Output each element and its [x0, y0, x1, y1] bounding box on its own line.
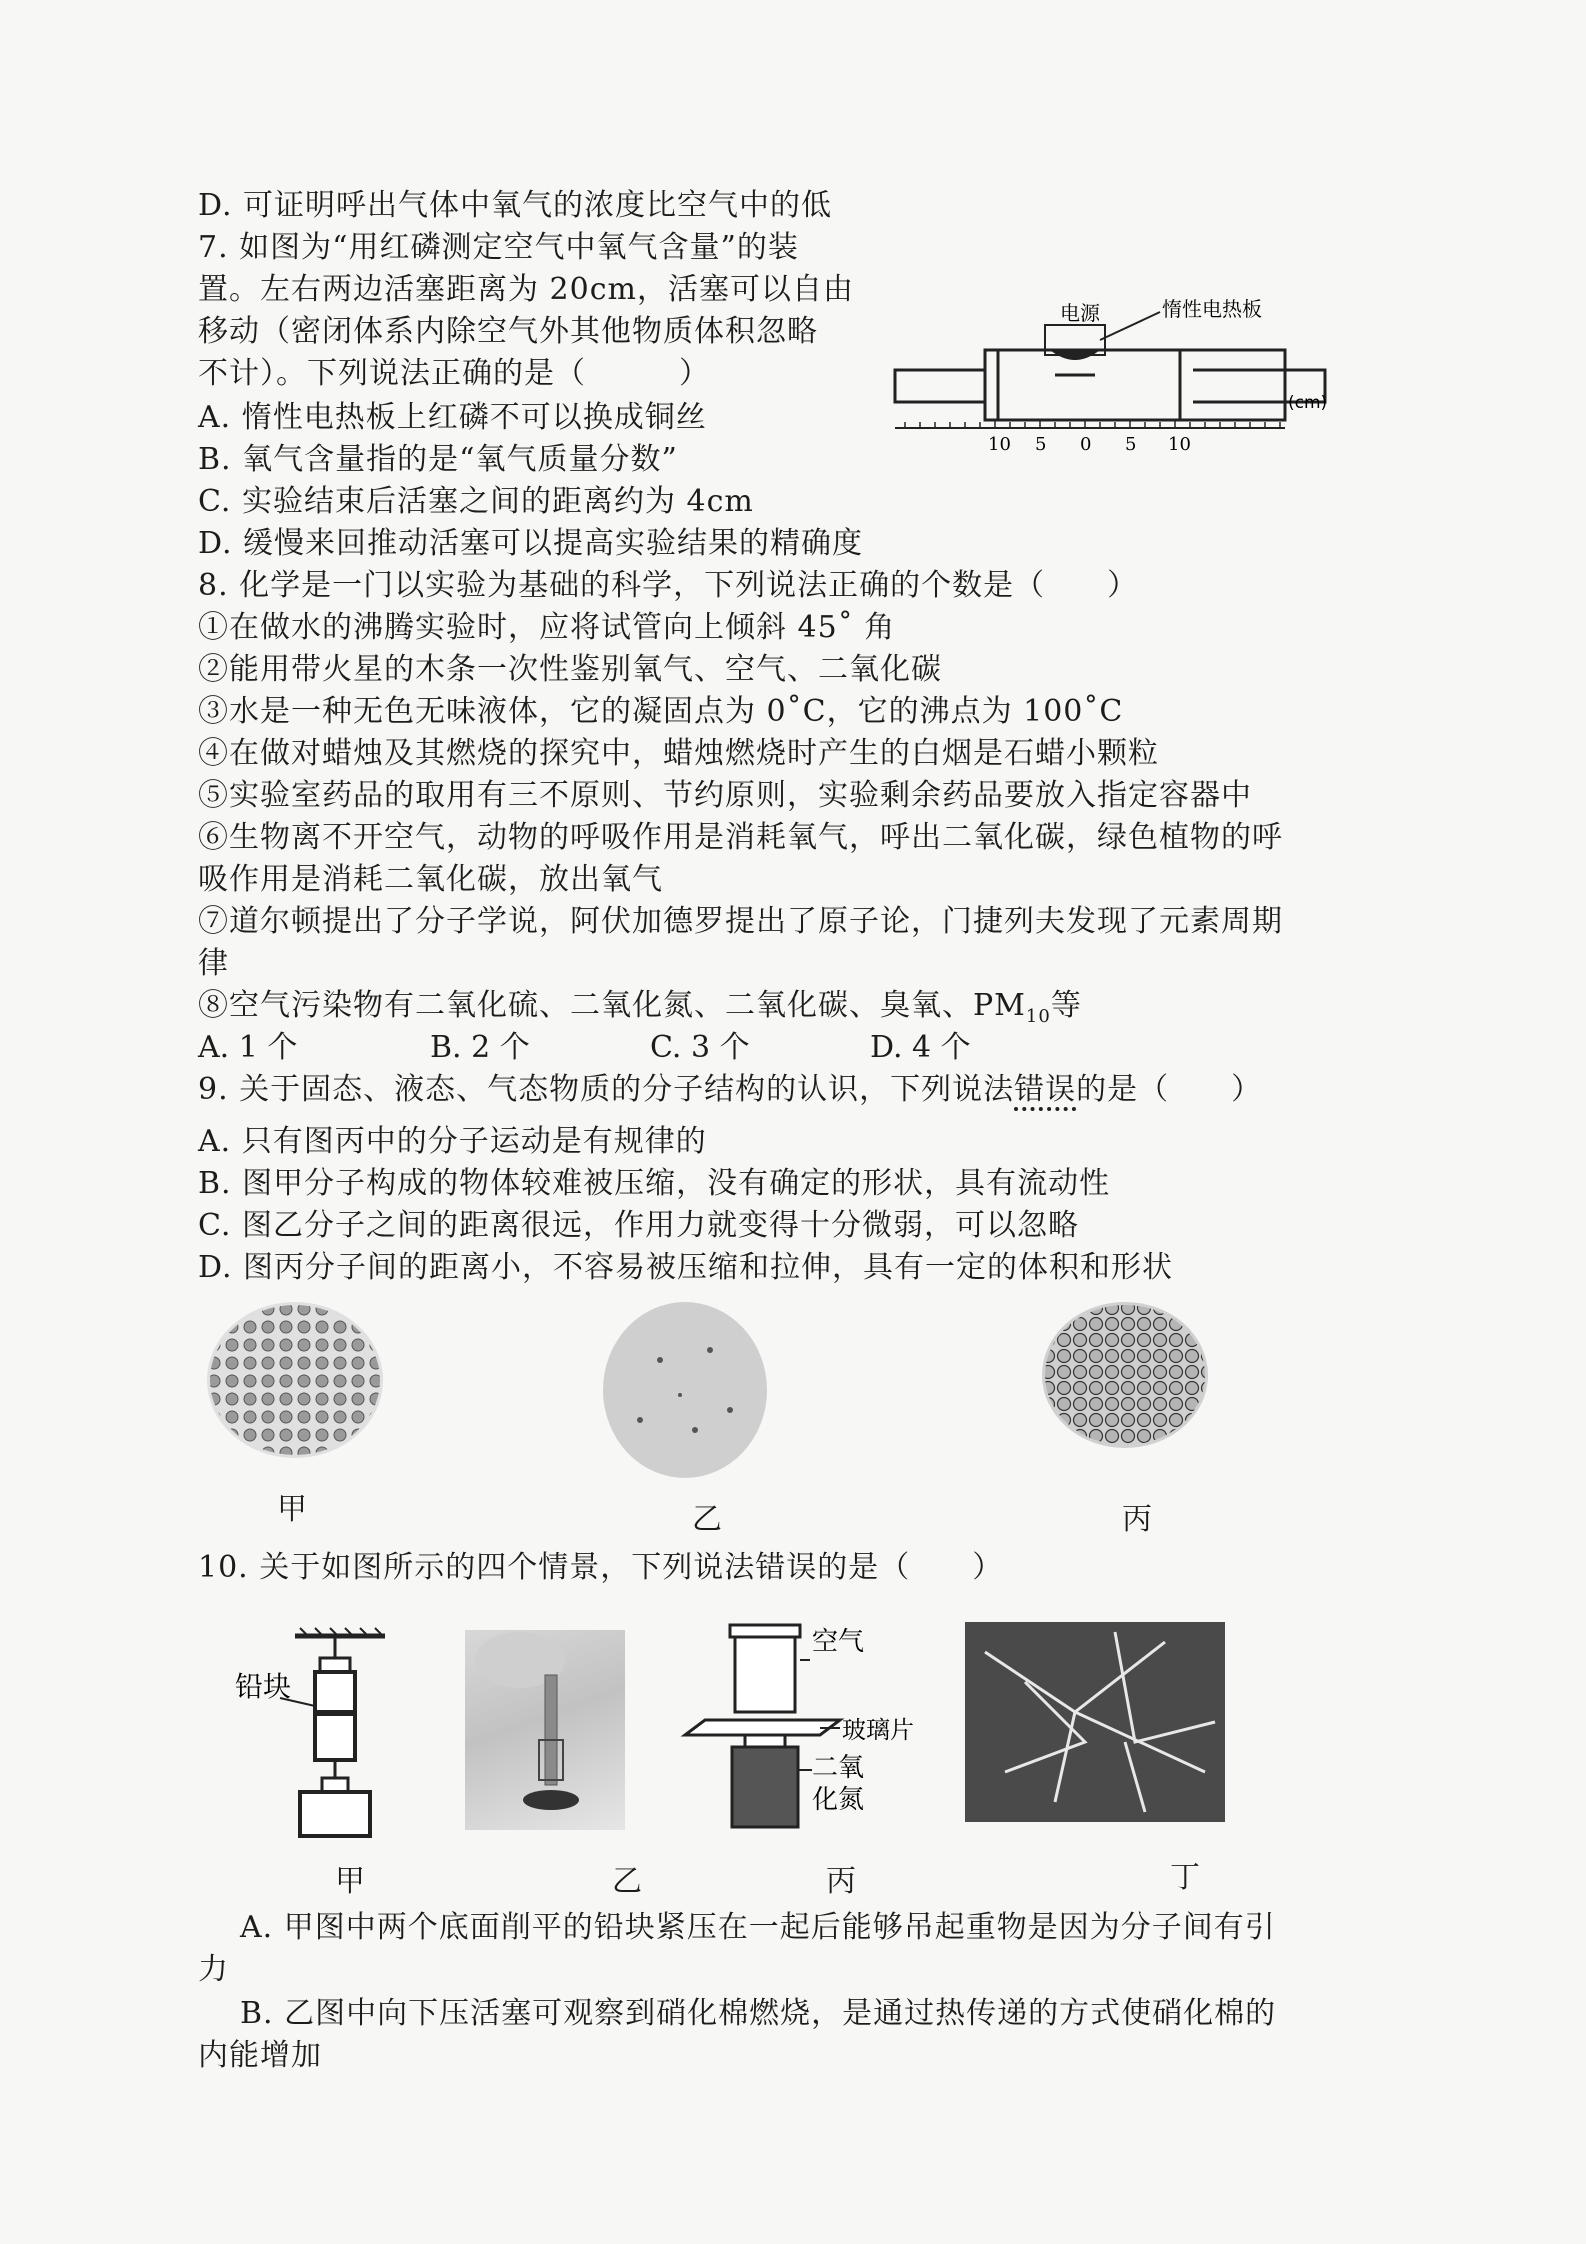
solid-molecules-picture: [205, 1300, 385, 1460]
q7-option-b: B. 氧气含量指的是“氧气质量分数”: [198, 442, 678, 477]
q9-option-d: D. 图丙分子间的距离小，不容易被压缩和拉伸，具有一定的体积和形状: [198, 1250, 1174, 1285]
tick-label: 0: [1080, 434, 1092, 455]
q9-stem-emphasis: 错误: [1014, 1072, 1076, 1111]
liquid-molecules-picture: [1040, 1300, 1210, 1450]
q8-item-4: ④在做对蜡烛及其燃烧的探究中，蜡烛燃烧时产生的白烟是石蜡小颗粒: [198, 736, 1159, 771]
q10-stem: 10. 关于如图所示的四个情景，下列说法错误的是（ ）: [198, 1550, 1004, 1585]
no2-label-1: 二氧: [812, 1753, 865, 1783]
q8-option-c: C. 3 个: [650, 1030, 750, 1065]
lead-blocks-figure: [230, 1628, 390, 1858]
caption-jia-10: 甲: [335, 1864, 365, 1899]
q8-item-3: ③水是一种无色无味液体，它的凝固点为 0˚C，它的沸点为 100˚C: [198, 694, 1124, 729]
q8-item-6-line-2: 吸作用是消耗二氧化碳，放出氧气: [198, 862, 663, 897]
gas-molecules-picture: [600, 1300, 770, 1480]
q8-item-1: ①在做水的沸腾实验时，应将试管向上倾斜 45˚ 角: [198, 610, 896, 645]
q7-option-a: A. 惰性电热板上红磷不可以换成铜丝: [198, 400, 707, 435]
q9-stem-post: 的是（ ）: [1076, 1072, 1263, 1107]
q8-option-d: D. 4 个: [870, 1030, 971, 1065]
q8-item-8-tail: 等: [1050, 988, 1082, 1023]
q9-option-c: C. 图乙分子之间的距离很远，作用力就变得十分微弱，可以忽略: [198, 1208, 1079, 1243]
plate-label: 惰性电热板: [1162, 297, 1262, 321]
q8-option-b: B. 2 个: [430, 1030, 530, 1065]
tick-label: 10: [1168, 434, 1191, 455]
unit-label: (cm): [1288, 393, 1328, 413]
q10-option-b-line-2: 内能增加: [198, 2038, 322, 2073]
tick-label: 10: [988, 434, 1011, 455]
q7-stem-line-1: 7. 如图为“用红磷测定空气中氧气含量”的装: [198, 230, 799, 265]
q8-item-7-line-2: 律: [198, 946, 229, 981]
caption-yi: 乙: [692, 1502, 722, 1537]
caption-yi-10: 乙: [612, 1864, 642, 1899]
q7-stem-line-4: 不计）。下列说法正确的是（ ）: [198, 356, 710, 391]
q8-item-8-text: ⑧空气污染物有二氧化硫、二氧化氮、二氧化碳、臭氧、PM: [198, 988, 1026, 1023]
q8-item-6-line-1: ⑥生物离不开空气，动物的呼吸作用是消耗氧气，呼出二氧化碳，绿色植物的呼: [198, 820, 1283, 855]
power-label: 电源: [1060, 301, 1100, 325]
q10-option-a-line-2: 力: [198, 1952, 229, 1987]
caption-bing-10: 丙: [826, 1864, 856, 1899]
tick-label: 5: [1035, 434, 1047, 455]
q8-item-7-line-1: ⑦道尔顿提出了分子学说，阿伏加德罗提出了原子论，门捷列夫发现了元素周期: [198, 904, 1283, 939]
q7-stem-line-2: 置。左右两边活塞距离为 20cm，活塞可以自由: [198, 272, 854, 307]
air-label-1: 空气: [812, 1627, 865, 1657]
q7-apparatus-diagram: [890, 290, 1330, 455]
q7-option-c: C. 实验结束后活塞之间的距离约为 4cm: [198, 484, 754, 519]
q6-option-d: D. 可证明呼出气体中氧气的浓度比空气中的低: [198, 188, 833, 223]
no2-label-2: 化氮: [812, 1785, 865, 1815]
q10-option-b-line-1: B. 乙图中向下压活塞可观察到硝化棉燃烧，是通过热传递的方式使硝化棉的: [240, 1996, 1277, 2031]
q9-stem: [198, 1070, 1262, 1110]
q7-stem-line-3: 移动（密闭体系内除空气外其他物质体积忽略: [198, 314, 818, 349]
q8-stem: 8. 化学是一门以实验为基础的科学，下列说法正确的个数是（ ）: [198, 568, 1139, 603]
q9-option-b: B. 图甲分子构成的物体较难被压缩，没有确定的形状，具有流动性: [198, 1166, 1111, 1201]
caption-jia: 甲: [277, 1492, 307, 1527]
caption-ding-10: 丁: [1170, 1860, 1200, 1895]
syringe-icon: [465, 1630, 625, 1830]
q8-option-a: A. 1 个: [198, 1030, 298, 1065]
tick-label: 5: [1125, 434, 1137, 455]
q8-item-2: ②能用带火星的木条一次性鉴别氧气、空气、二氧化碳: [198, 652, 942, 687]
caption-bing: 丙: [1122, 1502, 1152, 1537]
gas-diffusion-figure: [700, 1620, 930, 1850]
glass-label: 玻璃片: [842, 1716, 914, 1744]
q9-option-a: A. 只有图丙中的分子运动是有规律的: [198, 1124, 707, 1159]
q8-item-5: ⑤实验室药品的取用有三不原则、节约原则，实验剩余药品要放入指定容器中: [198, 778, 1252, 813]
lead-label: 铅块: [235, 1670, 292, 1703]
q9-stem-pre: 9. 关于固态、液态、气态物质的分子结构的认识，下列说法: [198, 1072, 1015, 1107]
piston-photo: [465, 1630, 625, 1830]
q10-option-a-line-1: A. 甲图中两个底面削平的铅块紧压在一起后能够吊起重物是因为分子间有引: [240, 1910, 1276, 1945]
pm-subscript: 10: [1025, 1006, 1051, 1027]
cracked-glass-photo: [965, 1622, 1225, 1822]
q7-option-d: D. 缓慢来回推动活塞可以提高实验结果的精确度: [198, 526, 864, 561]
crack-lines-icon: [965, 1622, 1225, 1822]
